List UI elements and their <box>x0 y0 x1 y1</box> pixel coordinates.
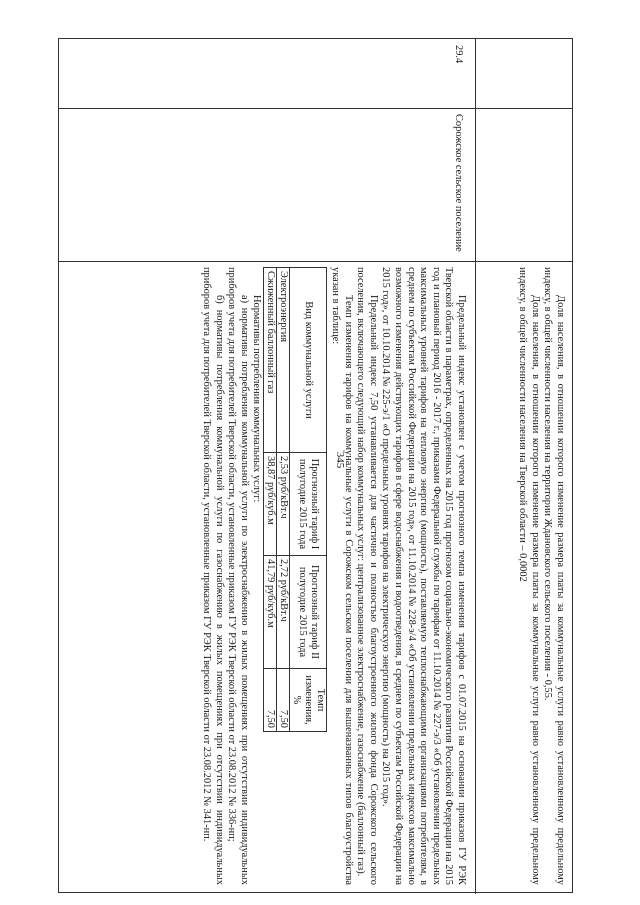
header-tariff-h1: Прогнозный тариф I полугодие 2015 года <box>290 453 327 556</box>
table-intro-paragraph: Темп изменения тарифов на коммунальные услуги в Сорожском сельском поселении для вышеназванных типов благоустройства указан в таблице: <box>330 267 354 885</box>
norms-electricity: а) нормативы потребления коммунальной услуги по электроснабжению в жилых помещениях при отсутствии индивидуальных приборов учета для потребителей Тверской области, установленные приказом ГУ РЭК Тверской области от 23.08.2012 № 336-нп; <box>226 267 250 885</box>
service-name: Сжиженный баллонный газ <box>264 268 277 453</box>
tariff-h1: 2,53 руб/кВт.ч <box>277 453 290 556</box>
change-rate: 7,50 <box>277 669 290 732</box>
tariff-table-header <box>290 268 327 732</box>
tariff-h2: 2,72 руб/кВт.ч <box>277 556 290 669</box>
tariff-table <box>263 267 327 732</box>
document-table <box>58 38 573 893</box>
page-number: 345 <box>334 451 346 469</box>
index-basis-paragraph: Предельный индекс установлен с учетом прогнозного темпа изменения тарифов с 01.07.2015 на основании приказов ГУ РЭК Тверской области в параметрах, определенных на 2015 год прогнозом социально-экономического развития Российской Федерации на 2015 год и плановый период 2016 - 2017 г., приказами Федеральной службы по тарифам от 11.10.2014 № 227-э/3 «Об установлении предельных максимальных уровней тарифов на тепловую энергию (мощность), поставляемую теплоснабжающими организациями потребителям, в среднем по субъектам Российской Федерации на 2015 год», от 11.10.2014 № 228-э/4 «Об установлении предельных индексов максимально возможного изменения действующих тарифов в сфере водоснабжения и водоотведения, в среднем по субъектам Российской Федерации на 2015 год», от 10.10.2014 № 225-э/1 «О предельных уровнях тарифов на электрическую энергию (мощность) на 2015 год». <box>380 267 467 885</box>
tariff-h1: 38,87 руб/куб.м <box>264 453 277 556</box>
table-row <box>277 268 290 732</box>
index-scope-paragraph: Предельный индекс 7,50 устанавливается для частично и полностью благоустроенного жилого фонда Сорожского сельского поселения, включающего следующий набор коммунальных услуг: централизованное электроснабжение, газоснабжение (баллонный газ). <box>355 267 379 885</box>
municipality-cell <box>57 108 572 261</box>
row-description <box>200 267 468 885</box>
table-row <box>264 268 277 732</box>
row-divider <box>475 39 476 108</box>
header-service: Вид коммунальной услуги <box>290 268 327 453</box>
norms-gas: б) нормативы потребления коммунальной услуги по газоснабжению в жилых помещениях при отсутствии индивидуальных приборов учета для потребителей Тверской области, установленные приказом ГУ РЭК Тверской области от 23.08.2012 № 341-нп. <box>201 267 225 885</box>
header-tariff-h2: Прогнозный тариф II полугодие 2015 года <box>290 556 327 669</box>
row-number-cell <box>57 39 572 108</box>
row-divider <box>475 261 476 894</box>
service-name: Электроэнергия <box>277 268 290 453</box>
change-rate: 7,50 <box>264 669 277 732</box>
description-cell <box>57 261 572 894</box>
share-paragraph-2: Доля населения, в отношении которого изменение размера платы за коммунальные услуги равно установленному предельному индексу, в общей численности населения на Тверской области – 0,0002 <box>517 267 541 885</box>
tariff-h2: 41,79 руб/куб.м <box>264 556 277 669</box>
municipality-name: Сорожское сельское поселение <box>453 114 464 252</box>
previous-row-text <box>516 267 566 885</box>
row-number: 29.4 <box>453 45 464 64</box>
row-divider <box>475 108 476 261</box>
header-change-rate: Темп изменения, % <box>290 669 327 732</box>
rotated-page-content <box>58 38 573 893</box>
share-paragraph-1: Доля населения, в отношении которого изменение размера платы за коммунальные услуги равно установленному предельному индексу, в общей численности населения на территории Ждановского сельского поселения - 0,55. <box>542 267 566 885</box>
norms-heading: Нормативы потребления коммунальных услуг: <box>251 295 263 503</box>
